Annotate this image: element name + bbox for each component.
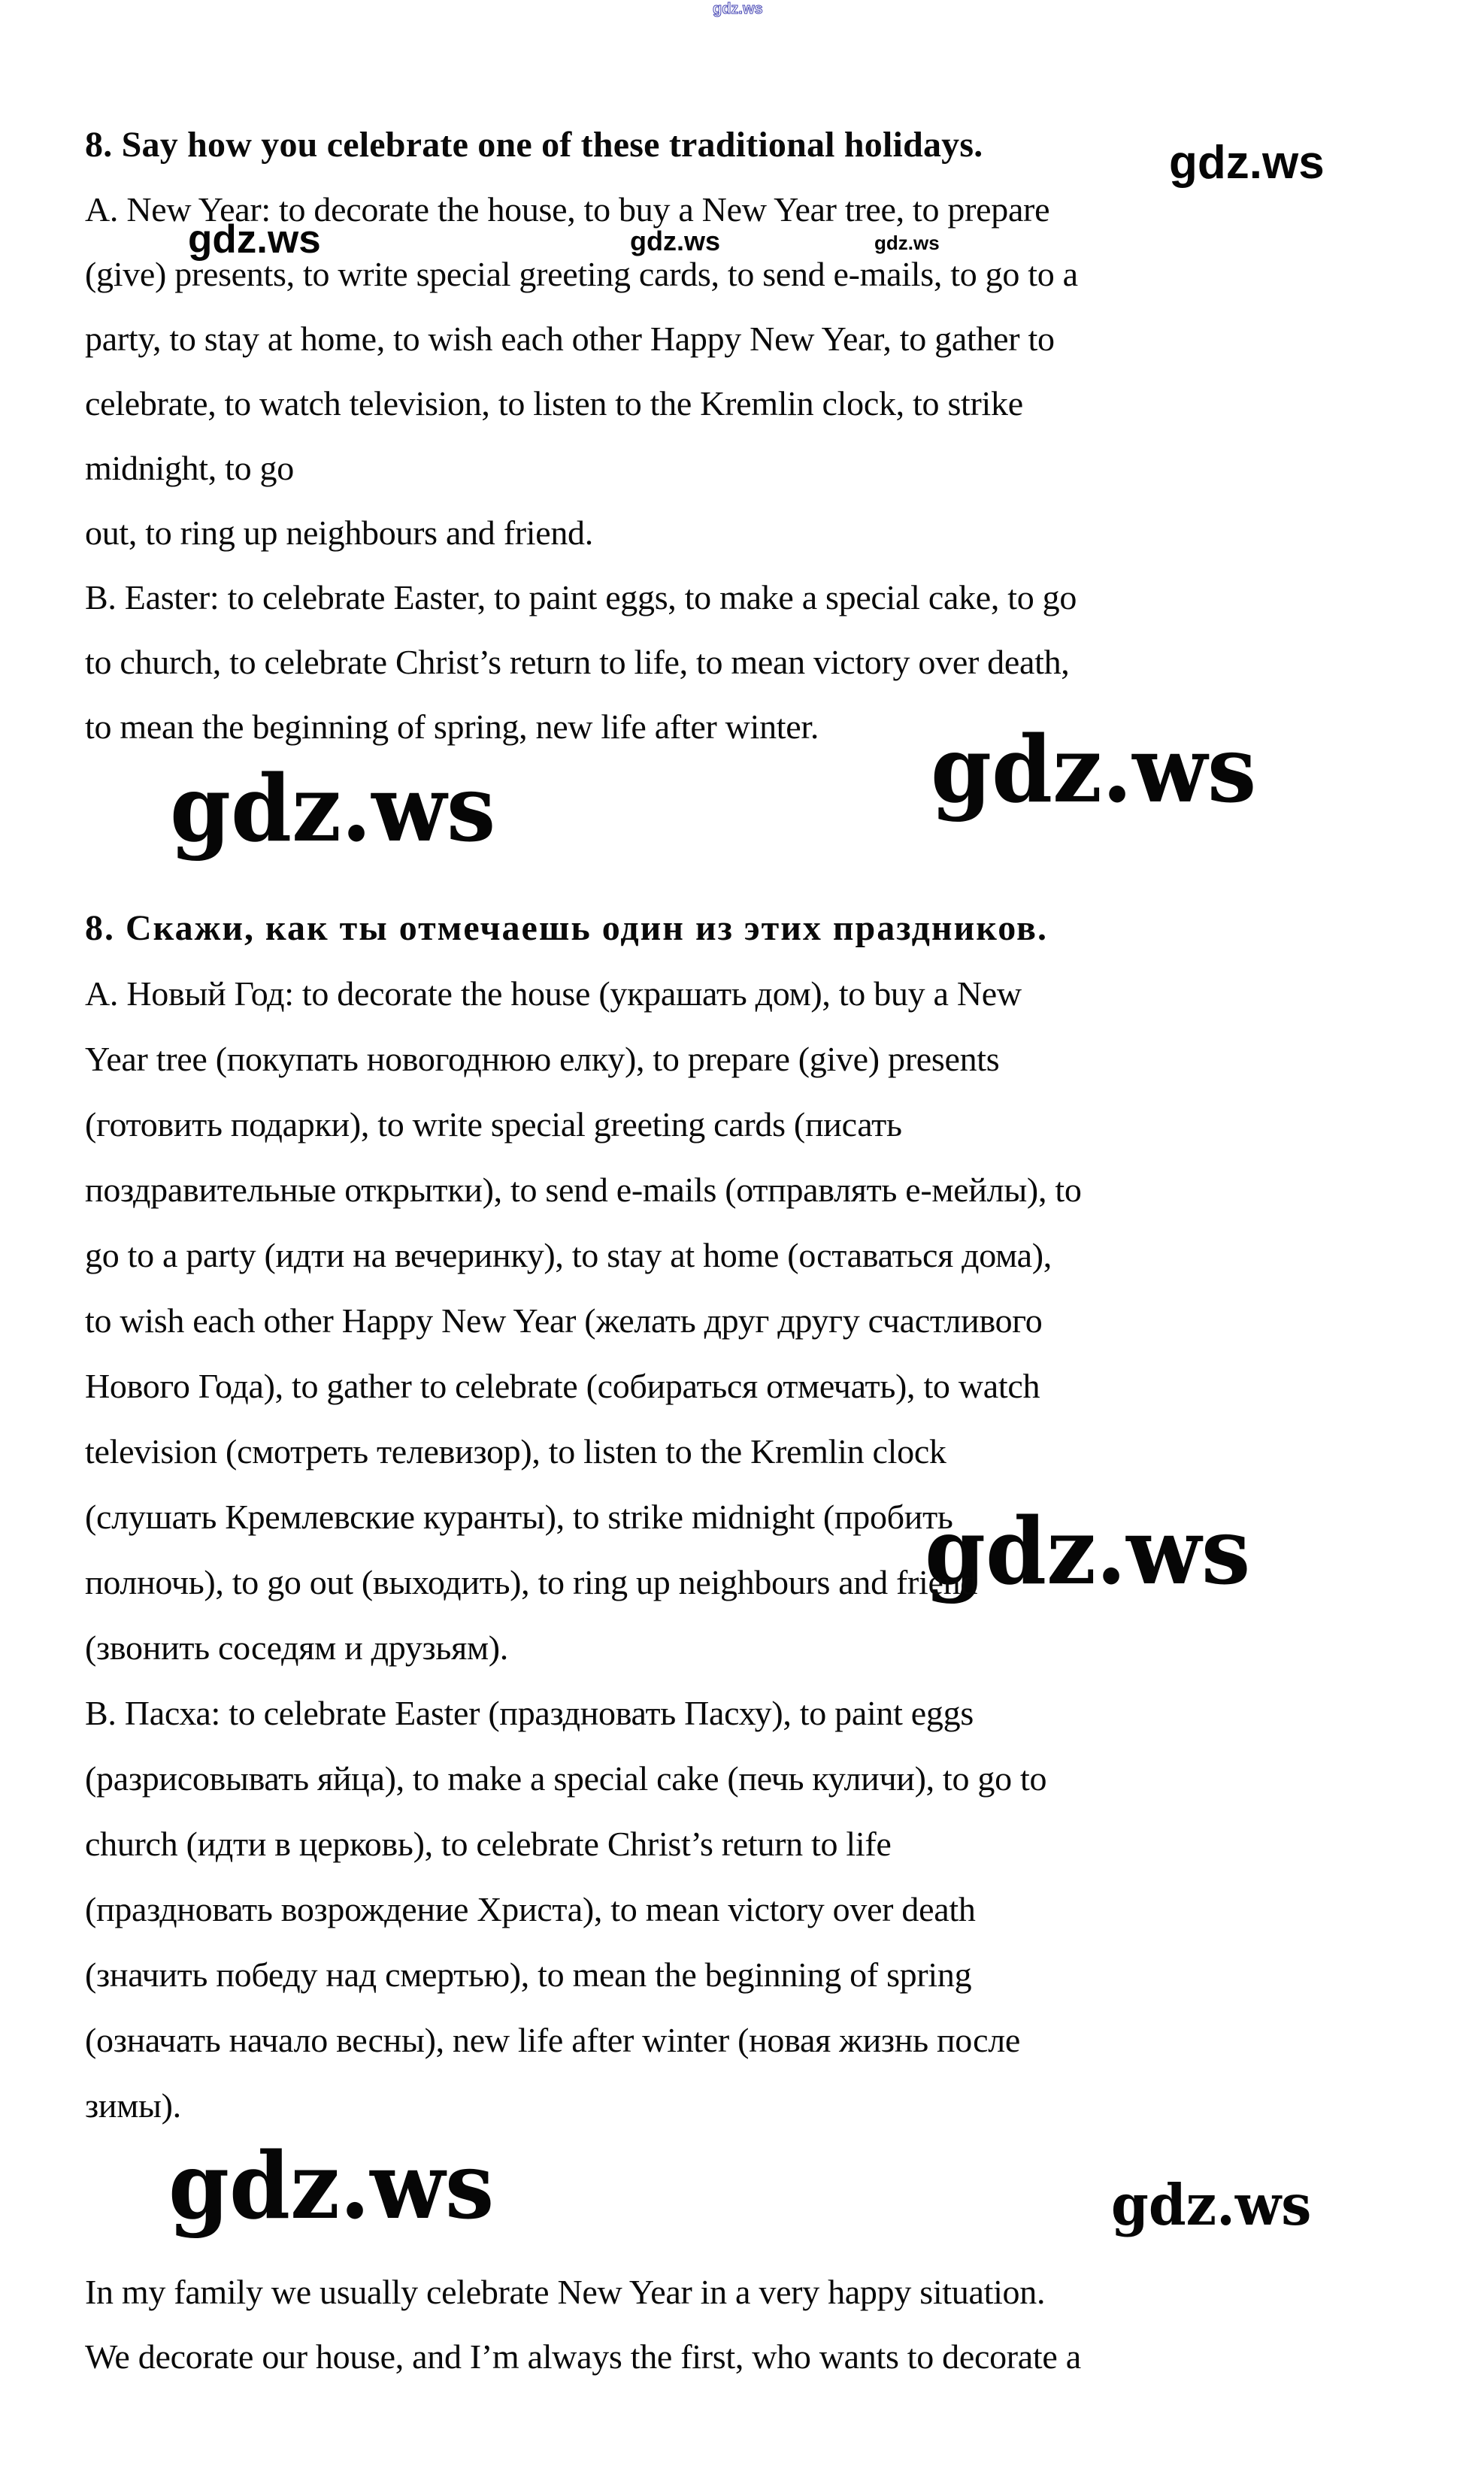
watermark-gdz-top-right: gdz.ws [1169,137,1325,189]
text-line: Year tree (покупать новогоднюю елку), to prepare (give) presents [85,1040,1000,1078]
text-line: celebrate, to watch television, to listen to the Kremlin clock, to strike [85,384,1023,423]
text-line: A. New Year: to decorate the house, to buy a New Year tree, to prepare [85,190,1050,229]
task-heading-ru: 8. Скажи, как ты отмечаешь один из этих праздников. [85,908,1048,948]
text-line: to wish each other Happy New Year (желать друг другу счастливого [85,1301,1043,1340]
watermark-gdz-lower-right: gdz.ws [925,1497,1251,1605]
watermark-gdz-line2-left: gdz.ws [188,217,321,262]
text-line: (give) presents, to write special greeting cards, to send e-mails, to go to a [85,255,1078,293]
watermark-gdz-middle-left: gdz.ws [170,754,496,862]
watermark-gdz-top: gdz.ws [713,1,763,17]
watermark-gdz-line2-right: gdz.ws [874,232,940,254]
personal-answer-section [85,2260,1081,2389]
text-line: In my family we usually celebrate New Year in a very happy situation. [85,2273,1046,2311]
text-line: (означать начало весны), new life after winter (новая жизнь после [85,2021,1021,2059]
text-line: (звонить соседям и друзьям). [85,1628,508,1667]
text-line: to church, to celebrate Christ’s return to life, to mean victory over death, [85,643,1070,681]
text-line: (разрисовывать яйца), to make a special cake (печь куличи), to go to [85,1759,1047,1798]
text-line: (праздновать возрождение Христа), to mean victory over death [85,1890,976,1928]
text-line: television (смотреть телевизор), to listen to the Kremlin clock [85,1432,946,1471]
russian-task-section [85,895,1082,2138]
watermark-gdz-middle-right: gdz.ws [931,715,1257,823]
watermark-gdz-bottom-right: gdz.ws [1111,2172,1312,2238]
watermark-gdz-line2-center: gdz.ws [630,226,721,256]
text-line: go to a party (идти на вечеринку), to stay at home (оставаться дома), [85,1236,1052,1274]
text-line: midnight, to go [85,449,294,487]
text-line: We decorate our house, and I’m always the first, who wants to decorate a [85,2337,1081,2376]
english-task-section [85,113,1078,759]
text-line: поздравительные открытки), to send e-mails (отправлять е-мейлы), to [85,1171,1082,1209]
text-line: to mean the beginning of spring, new life after winter. [85,707,819,746]
text-line: В. Пасха: to celebrate Easter (праздновать Пасху), to paint eggs [85,1694,974,1732]
text-line: Нового Года), to gather to celebrate (собираться отмечать), to watch [85,1367,1040,1405]
text-line: полночь), to go out (выходить), to ring up neighbours and friend [85,1563,978,1601]
text-line: (готовить подарки), to write special greeting cards (писать [85,1105,902,1144]
task-heading-en: 8. Say how you celebrate one of these traditional holidays. [85,125,983,165]
text-line: party, to stay at home, to wish each other Happy New Year, to gather to [85,320,1055,358]
text-line: church (идти в церковь), to celebrate Christ’s return to life [85,1825,892,1863]
text-line: out, to ring up neighbours and friend. [85,513,593,552]
watermark-gdz-bottom-left: gdz.ws [168,2131,495,2240]
text-line: (значить победу над смертью), to mean the beginning of spring [85,1955,972,1994]
text-line: B. Easter: to celebrate Easter, to paint eggs, to make a special cake, to go [85,578,1077,616]
text-line: зимы). [85,2086,181,2125]
text-line: А. Новый Год: to decorate the house (украшать дом), to buy a New [85,974,1022,1013]
text-line: (слушать Кремлевские куранты), to strike midnight (пробить [85,1498,953,1536]
